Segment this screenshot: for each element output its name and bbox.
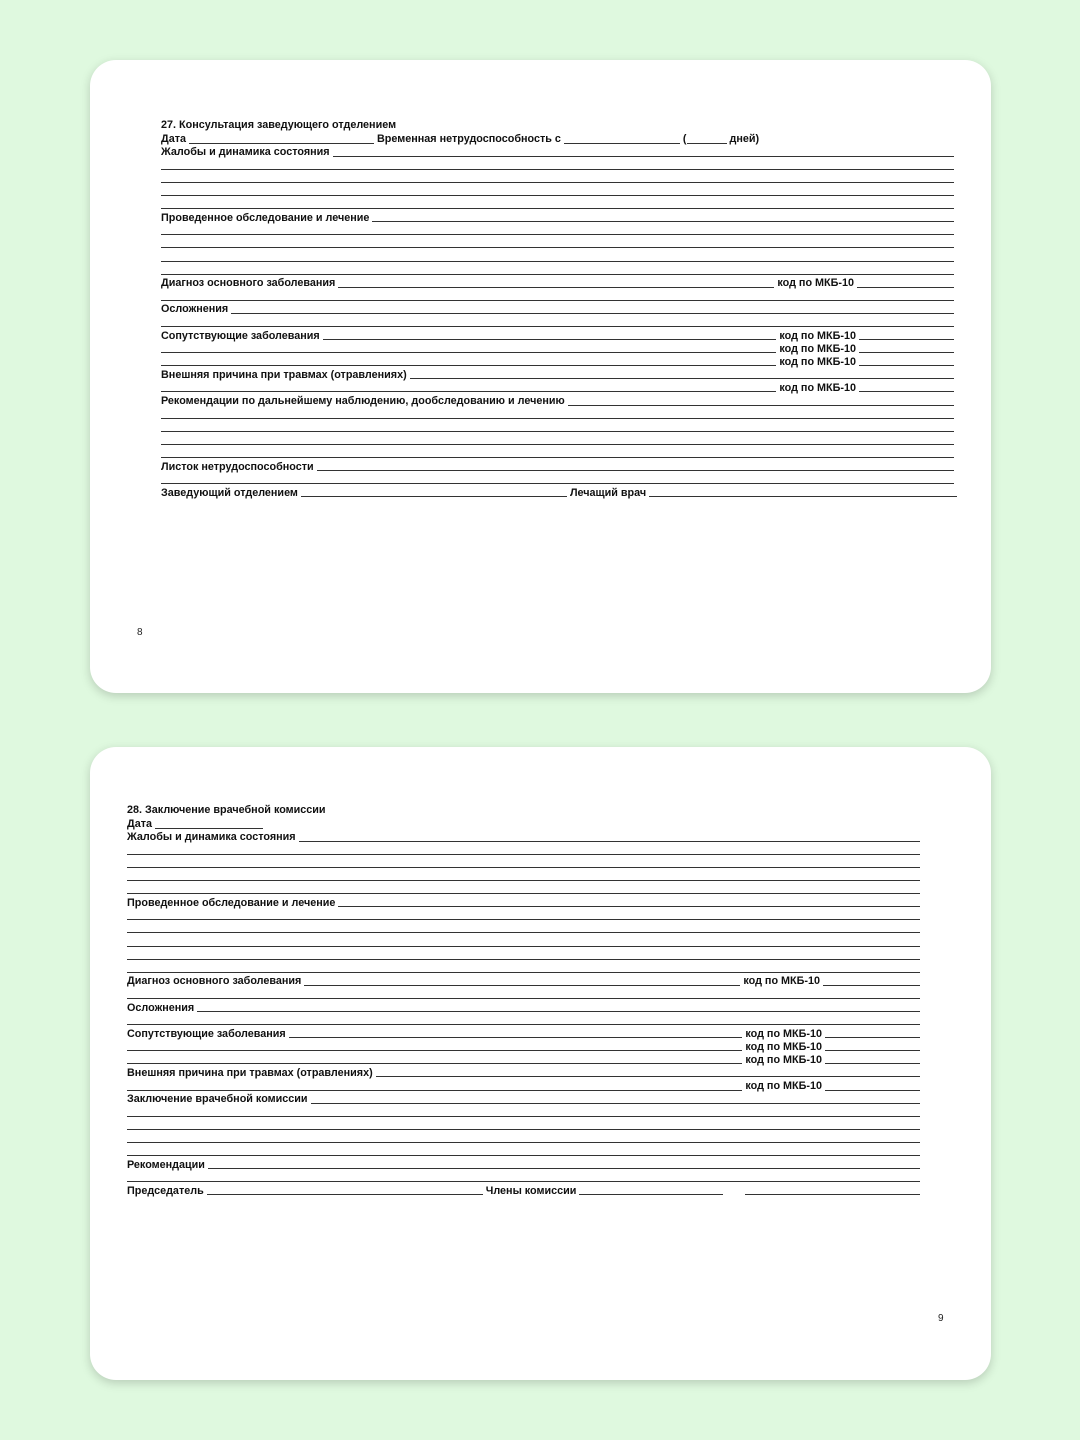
comorbid-line [161, 342, 954, 355]
external-cause-line [161, 381, 954, 394]
exam-line [127, 948, 920, 961]
exam-line-field[interactable] [127, 946, 920, 947]
complaints-label: Жалобы и динамика состояния [127, 831, 296, 844]
commission-form [127, 804, 920, 1197]
exam-line-field[interactable] [161, 234, 954, 235]
exam-line-field[interactable] [127, 932, 920, 933]
exam-line-field[interactable] [127, 959, 920, 960]
date-label: Дата [127, 818, 152, 831]
complaints-line [127, 883, 920, 896]
complications-field[interactable] [231, 313, 954, 314]
icd-field[interactable] [825, 1037, 920, 1038]
exam-line [161, 237, 954, 250]
diagnosis-line-field[interactable] [127, 998, 920, 999]
date-field[interactable] [189, 143, 374, 144]
recommendations-line [127, 1171, 920, 1184]
exam-line [127, 922, 920, 935]
complaints-label: Жалобы и динамика состояния [161, 146, 330, 159]
diagnosis-row [127, 974, 920, 987]
diagnosis-line [127, 987, 920, 1000]
complaints-line-field[interactable] [161, 195, 954, 196]
sick-leave-field[interactable] [317, 470, 954, 471]
exam-line [127, 935, 920, 948]
complaints-line-field[interactable] [127, 854, 920, 855]
icd-label: код по МКБ-10 [779, 355, 856, 368]
exam-line-field[interactable] [127, 919, 920, 920]
diagnosis-label: Диагноз основного заболевания [127, 975, 302, 988]
comorbid-line-field[interactable] [127, 1050, 742, 1051]
comorbid-label: Сопутствующие заболевания [127, 1027, 286, 1040]
diagnosis-field[interactable] [338, 287, 774, 288]
exam-line-field[interactable] [161, 247, 954, 248]
members-label: Члены комиссии [485, 1184, 577, 1197]
disability-label: Временная нетрудоспособность с [377, 133, 561, 146]
consultation-form [161, 119, 954, 499]
complaints-line-field[interactable] [127, 867, 920, 868]
exam-label: Проведенное обследование и лечение [161, 211, 370, 224]
recommendations-field[interactable] [568, 405, 954, 406]
days-open-paren: ( [682, 133, 687, 146]
commission-conclusion-line-field[interactable] [127, 1155, 920, 1156]
icd-field[interactable] [825, 1050, 920, 1051]
commission-conclusion-line [127, 1118, 920, 1131]
member-signature-field[interactable] [745, 1194, 920, 1195]
recommendations-row [161, 394, 954, 407]
recommendations-line-field[interactable] [161, 457, 954, 458]
complications-label: Осложнения [127, 1001, 195, 1014]
comorbid-line-field[interactable] [127, 1063, 742, 1064]
page-number: 9 [938, 1313, 944, 1324]
exam-label: Проведенное обследование и лечение [127, 896, 336, 909]
comorbid-line [127, 1053, 920, 1066]
external-cause-label: Внешняя причина при травмах (отравлениях) [127, 1066, 373, 1079]
complaints-line [127, 869, 920, 882]
recommendations-line-field[interactable] [127, 1181, 920, 1182]
comorbid-label: Сопутствующие заболевания [161, 329, 320, 342]
sick-leave-line-field[interactable] [161, 483, 954, 484]
external-cause-field[interactable] [376, 1076, 920, 1077]
icd-field[interactable] [859, 339, 954, 340]
commission-conclusion-line [127, 1105, 920, 1118]
recommendations-line [161, 433, 954, 446]
icd-field[interactable] [859, 365, 954, 366]
complications-row [127, 1000, 920, 1013]
external-cause-line-field[interactable] [161, 391, 776, 392]
complaints-field[interactable] [333, 156, 954, 157]
recommendations-field[interactable] [208, 1168, 920, 1169]
date-label: Дата [161, 133, 186, 146]
icd-label: код по МКБ-10 [745, 1080, 822, 1093]
sick-leave-label: Листок нетрудоспособности [161, 460, 314, 473]
commission-conclusion-row [127, 1092, 920, 1105]
complications-row [161, 302, 954, 315]
external-cause-line [127, 1079, 920, 1092]
exam-line-field[interactable] [161, 261, 954, 262]
icd-field[interactable] [859, 352, 954, 353]
comorbid-line-field[interactable] [161, 352, 776, 353]
recommendations-label: Рекомендации [127, 1158, 205, 1171]
complaints-line [127, 856, 920, 869]
exam-row [127, 896, 920, 909]
comorbid-line [161, 355, 954, 368]
complications-line [127, 1014, 920, 1027]
complaints-row [161, 145, 954, 158]
commission-conclusion-field[interactable] [311, 1103, 920, 1104]
external-cause-line-field[interactable] [127, 1090, 742, 1091]
complications-field[interactable] [197, 1011, 920, 1012]
comorbid-field[interactable] [323, 339, 777, 340]
commission-conclusion-line-field[interactable] [127, 1116, 920, 1117]
recommendations-label: Рекомендации по дальнейшему наблюдению, дообследованию и лечению [161, 395, 565, 408]
sick-leave-row [161, 459, 954, 472]
chairman-signature-field[interactable] [207, 1194, 483, 1195]
commission-conclusion-line [127, 1144, 920, 1157]
commission-conclusion-label: Заключение врачебной комиссии [127, 1093, 308, 1106]
complaints-line-field[interactable] [161, 169, 954, 170]
complications-label: Осложнения [161, 303, 229, 316]
icd-label: код по МКБ-10 [745, 1053, 822, 1066]
exam-line [127, 961, 920, 974]
page-9 [90, 747, 991, 1380]
head-label: Заведующий отделением [161, 486, 298, 499]
page-8 [90, 60, 991, 693]
external-cause-label: Внешняя причина при травмах (отравлениях) [161, 368, 407, 381]
exam-field[interactable] [338, 906, 920, 907]
head-signature-field[interactable] [301, 496, 567, 497]
external-cause-field[interactable] [410, 378, 954, 379]
days-label: дней) [729, 133, 760, 146]
date-row [161, 132, 954, 145]
icd-field[interactable] [823, 985, 920, 986]
section-title: 27. Консультация заведующего отделением [161, 119, 397, 131]
external-cause-row [127, 1066, 920, 1079]
complaints-line-field[interactable] [127, 880, 920, 881]
icd-field[interactable] [857, 287, 954, 288]
complications-line-field[interactable] [161, 326, 954, 327]
exam-line [161, 224, 954, 237]
complications-line [161, 315, 954, 328]
exam-line-field[interactable] [127, 972, 920, 973]
complaints-field[interactable] [299, 841, 920, 842]
external-cause-row [161, 368, 954, 381]
exam-field[interactable] [372, 221, 954, 222]
date-row [127, 817, 920, 830]
comorbid-row [127, 1027, 920, 1040]
recommendations-line [161, 420, 954, 433]
icd-label: код по МКБ-10 [779, 381, 856, 394]
complaints-line-field[interactable] [127, 893, 920, 894]
exam-line-field[interactable] [161, 274, 954, 275]
exam-line [127, 909, 920, 922]
disability-from-field[interactable] [564, 143, 680, 144]
complaints-row [127, 830, 920, 843]
diagnosis-row [161, 276, 954, 289]
comorbid-line-field[interactable] [161, 365, 776, 366]
icd-field[interactable] [825, 1063, 920, 1064]
doctor-signature-field[interactable] [649, 496, 957, 497]
icd-label: код по МКБ-10 [777, 277, 854, 290]
icd-field[interactable] [859, 391, 954, 392]
commission-conclusion-line-field[interactable] [127, 1142, 920, 1143]
complaints-line-field[interactable] [161, 208, 954, 209]
recommendations-line [161, 446, 954, 459]
comorbid-row [161, 329, 954, 342]
complaints-line [161, 171, 954, 184]
complications-line-field[interactable] [127, 1024, 920, 1025]
icd-label: код по МКБ-10 [779, 329, 856, 342]
exam-line [161, 250, 954, 263]
signatures-row [161, 486, 954, 499]
icd-field[interactable] [825, 1090, 920, 1091]
icd-label: код по МКБ-10 [743, 975, 820, 988]
diagnosis-line [161, 289, 954, 302]
exam-row [161, 211, 954, 224]
recommendations-line-field[interactable] [161, 431, 954, 432]
doctor-label: Лечащий врач [569, 486, 647, 499]
page-number: 8 [137, 627, 143, 638]
icd-label: код по МКБ-10 [779, 342, 856, 355]
icd-label: код по МКБ-10 [745, 1027, 822, 1040]
complaints-line [161, 158, 954, 171]
member-signature-field[interactable] [579, 1194, 723, 1195]
diagnosis-line-field[interactable] [161, 300, 954, 301]
commission-conclusion-line [127, 1131, 920, 1144]
complaints-line [161, 184, 954, 197]
commission-conclusion-line-field[interactable] [127, 1129, 920, 1130]
diagnosis-field[interactable] [304, 985, 740, 986]
signatures-row [127, 1184, 920, 1197]
sick-leave-line [161, 473, 954, 486]
recommendations-line-field[interactable] [161, 418, 954, 419]
recommendations-line-field[interactable] [161, 444, 954, 445]
complaints-line [127, 843, 920, 856]
chairman-label: Председатель [127, 1184, 204, 1197]
diagnosis-label: Диагноз основного заболевания [161, 277, 336, 290]
icd-label: код по МКБ-10 [745, 1040, 822, 1053]
recommendations-line [161, 407, 954, 420]
date-field[interactable] [155, 828, 263, 829]
recommendations-row [127, 1158, 920, 1171]
exam-line [161, 263, 954, 276]
complaints-line-field[interactable] [161, 182, 954, 183]
comorbid-line [127, 1040, 920, 1053]
complaints-line [161, 198, 954, 211]
days-count-field[interactable] [687, 143, 727, 144]
comorbid-field[interactable] [289, 1037, 743, 1038]
section-title: 28. Заключение врачебной комиссии [127, 804, 326, 816]
